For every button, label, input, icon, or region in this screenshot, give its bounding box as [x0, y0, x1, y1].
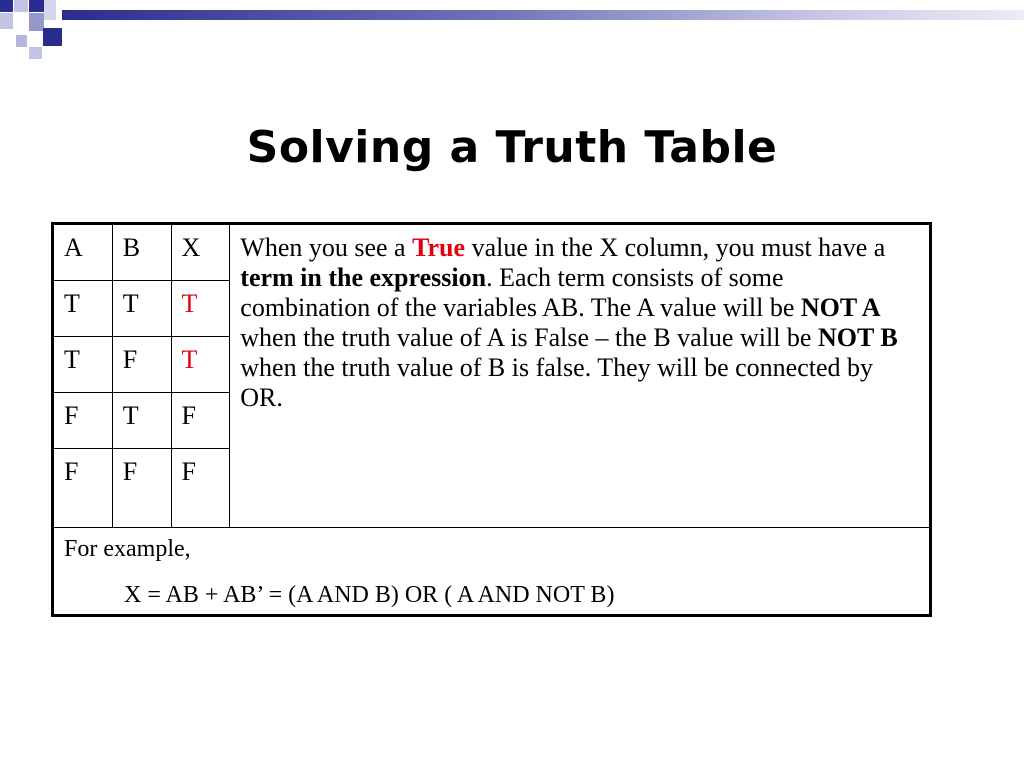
explanation-part: when the truth value of B is false. They will be connected by OR. — [240, 353, 874, 412]
deco-square — [43, 28, 62, 46]
example-row — [53, 528, 931, 616]
deco-square — [29, 0, 44, 12]
cell-a: F — [53, 393, 113, 449]
explanation-part: value in the X column, you must have a — [465, 233, 886, 262]
cell-x: F — [171, 449, 230, 528]
explanation-part: when the truth value of A is False – the B value will be — [240, 323, 818, 352]
deco-square — [14, 0, 28, 12]
cell-b: F — [112, 337, 171, 393]
truth-table — [51, 222, 932, 617]
term-phrase: term in the expression — [240, 263, 487, 292]
header-gradient-bar — [62, 10, 1024, 20]
deco-square — [14, 15, 28, 29]
table-header-row — [53, 224, 931, 281]
cell-b: T — [112, 393, 171, 449]
true-keyword: True — [412, 233, 466, 262]
explanation-part: When you see a — [240, 233, 413, 262]
header-cell-a: A — [53, 224, 113, 281]
cell-a: T — [53, 281, 113, 337]
cell-x: F — [171, 393, 230, 449]
deco-square — [0, 0, 13, 12]
deco-square — [29, 47, 42, 59]
example-intro: For example, — [64, 536, 191, 562]
header-cell-x: X — [171, 224, 230, 281]
cell-b: F — [112, 449, 171, 528]
cell-x: T — [171, 337, 230, 393]
header-cell-b: B — [112, 224, 171, 281]
cell-a: F — [53, 449, 113, 528]
example-cell — [53, 528, 931, 616]
not-a-keyword: NOT A — [800, 293, 881, 322]
cell-x: T — [171, 281, 230, 337]
explanation-part: . Each term consists of some combination of the variables AB. The A value will be — [240, 263, 801, 322]
slide-title: Solving a Truth Table — [246, 122, 778, 173]
cell-b: T — [112, 281, 171, 337]
explanation-text — [230, 224, 931, 528]
not-b-keyword: NOT B — [817, 323, 898, 352]
deco-square — [44, 0, 56, 20]
deco-square — [29, 13, 44, 31]
cell-a: T — [53, 337, 113, 393]
example-equation: X = AB + AB’ = (A AND B) OR ( A AND NOT B) — [124, 582, 615, 608]
deco-square — [0, 13, 13, 29]
deco-square — [16, 35, 27, 47]
